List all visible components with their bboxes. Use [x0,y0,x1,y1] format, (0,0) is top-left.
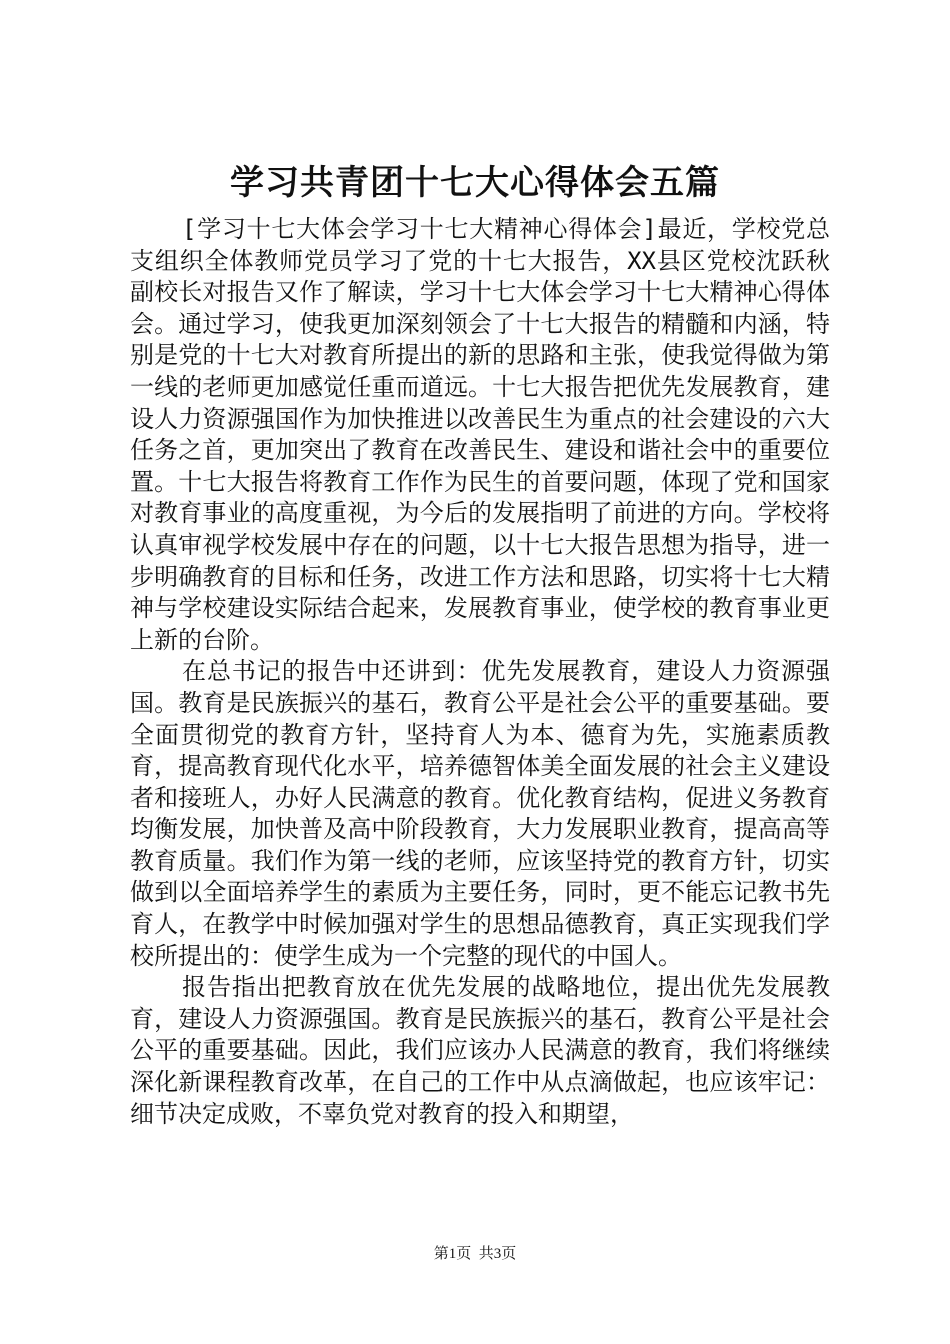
document-title: 学习共青团十七大心得体会五篇 [230,163,720,203]
paragraph-2: 在总书记的报告中还讲到：优先发展教育，建设人力资源强国。教育是民族振兴的基石，教育公平是社会公平的重要基础。要全面贯彻党的教育方针，坚持育人为本、德育为先，实施素质教育，提高教育现代化水平，培养德智体美全面发展的社会主义建设者和接班人，办好人民满意的教育。优化教育结构，促进义务教育均衡发展，加快普及高中阶段教育，大力发展职业教育，提高高等教育质量。我们作为第一线的老师，应该坚持党的教育方针，切实做到以全面培养学生的素质为主要任务，同时，更不能忘记教书先育人，在教学中时候加强对学生的思想品德教育，真正实现我们学校所提出的：使学生成为一个完整的现代的中国人。 [130,657,830,970]
paragraph-1: [学习十七大体会学习十七大精神心得体会]最近，学校党总支组织全体教师党员学习了党的十七大报告，XX县区党校沈跃秋副校长对报告又作了解读，学习十七大体会学习十七大精神心得体会。通过学习，使我更加深刻领会了十七大报告的精髓和内涵，特别是党的十七大对教育所提出的新的思路和主张，使我觉得做为第一线的老师更加感觉任重而道远。十七大报告把优先发展教育，建设人力资源强国作为加快推进以改善民生为重点的社会建设的六大任务之首，更加突出了教育在改善民生、建设和谐社会中的重要位置。十七大报告将教育工作作为民生的首要问题，体现了党和国家对教育事业的高度重视，为今后的发展指明了前进的方向。学校将认真审视学校发展中存在的问题，以十七大报告思想为指导，进一步明确教育的目标和任务，改进工作方法和思路，切实将十七大精神与学校建设实际结合起来，发展教育事业，使学校的教育事业更上新的台阶。 [130,215,830,654]
page-number-footer: 第1页 共3页 [433,1246,517,1262]
paragraph-3: 报告指出把教育放在优先发展的战略地位，提出优先发展教育，建设人力资源强国。教育是民族振兴的基石，教育公平是社会公平的重要基础。因此，我们应该办人民满意的教育，我们将继续深化新课程教育改革，在自己的工作中从点滴做起，也应该牢记：细节决定成败，不辜负党对教育的投入和期望， [130,973,830,1128]
document-body [130,214,830,1130]
